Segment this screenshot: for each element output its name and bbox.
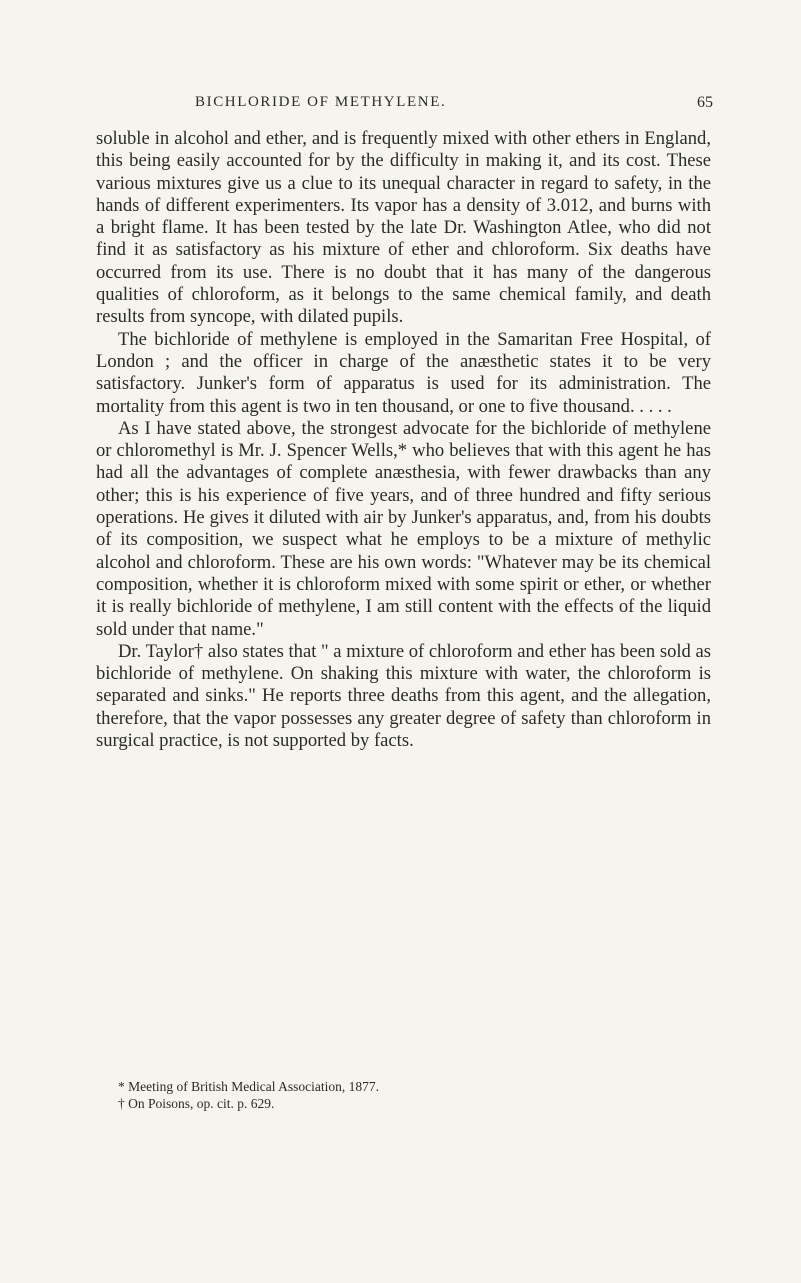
paragraph-3: As I have stated above, the strongest advocate for the bichloride of methylene or chloromethyl is Mr. J. Spencer Wells,* who believes that with this agent he has had all the advantages of complete anæsthesia, with fewer drawbacks than any other; this is his experience of five years, and of three hundred and fifty serious operations. He gives it diluted with air by Junker's apparatus, and, from his doubts of its composition, we suspect what he employs to be a mixture of methylic alcohol and chloroform. These are his own words: "Whatever may be its chemical composition, whether it is chloroform mixed with some spirit or ether, or whether it is really bichloride of methylene, I am still content with the effects of the liquid sold under that name." <box>96 417 711 640</box>
footnotes <box>118 1078 718 1112</box>
running-head <box>96 94 713 124</box>
paragraph-1: soluble in alcohol and ether, and is frequently mixed with other ethers in England, this being easily accounted for by the difficulty in making it, and its cost. These various mixtures give us a clue to its unequal character in regard to safety, in the hands of different experimenters. Its vapor has a density of 3.012, and burns with a bright flame. It has been tested by the late Dr. Washington Atlee, who did not find it as satisfactory as his mixture of ether and chloroform. Six deaths have occurred from its use. There is no doubt that it has many of the dangerous qualities of chloroform, as it belongs to the same chemical family, and death results from syncope, with dilated pupils. <box>96 128 711 328</box>
paragraph-2: The bichloride of methylene is employed in the Samaritan Free Hospital, of London ; and the officer in charge of the anæsthetic states it to be very satisfactory. Junker's form of apparatus is used for its administration. The mortality from this agent is two in ten thousand, or one to five thousand. . . . . <box>96 328 711 417</box>
footnote-1: * Meeting of British Medical Association, 1877. <box>118 1079 379 1094</box>
running-title: BICHLORIDE OF METHYLENE. <box>195 94 447 110</box>
body-text <box>96 128 711 752</box>
page-number: 65 <box>697 94 713 111</box>
footnote-2: † On Poisons, op. cit. p. 629. <box>118 1096 275 1111</box>
paragraph-4: Dr. Taylor† also states that " a mixture of chloroform and ether has been sold as bichloride of methylene. On shaking this mixture with water, the chloroform is separated and sinks." He reports three deaths from this agent, and the allegation, therefore, that the vapor possesses any greater degree of safety than chloroform in surgical practice, is not supported by facts. <box>96 640 711 752</box>
